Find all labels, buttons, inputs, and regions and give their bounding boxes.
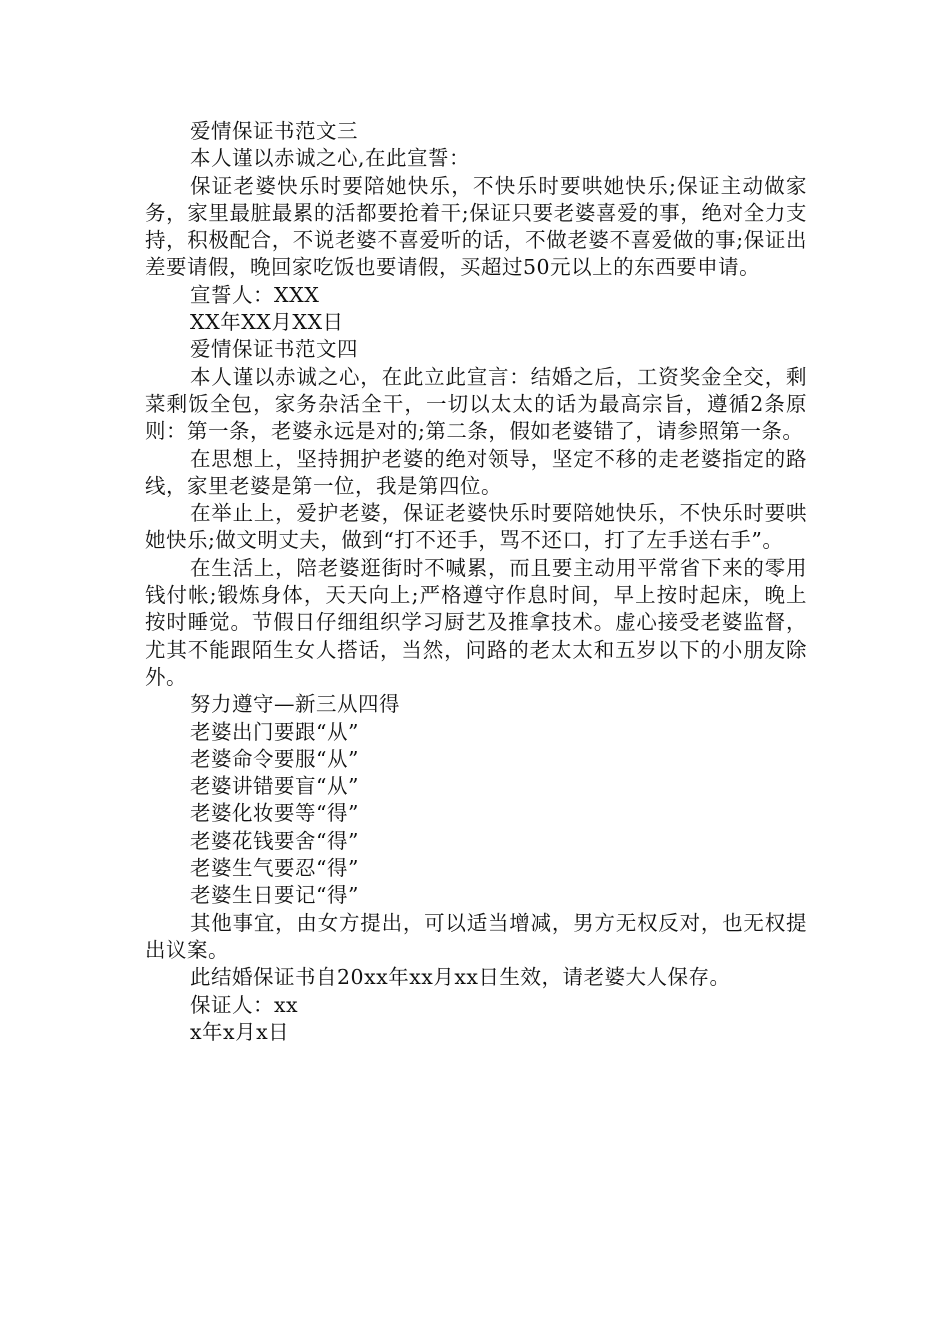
rule-item: 老婆生气要忍“得” bbox=[190, 856, 359, 881]
conduct-paragraph: 在举止上，爱护老婆，保证老婆快乐时要陪她快乐，不快乐时要哄她快乐;做文明丈夫，做到“打不还手，骂不还口，打了左手送右手”。 bbox=[145, 501, 807, 553]
oath-signer-3: 宣誓人：XXX bbox=[190, 282, 320, 307]
oath-date-3: XX年XX月XX日 bbox=[190, 310, 344, 335]
rule-item: 老婆花钱要舍“得” bbox=[190, 828, 359, 853]
effective-date-paragraph: 此结婚保证书自20xx年xx月xx日生效，请老婆大人保存。 bbox=[190, 965, 731, 990]
document-body bbox=[145, 118, 807, 1046]
declaration-paragraph: 本人谨以赤诚之心，在此立此宣言：结婚之后，工资奖金全交，剩菜剩饭全包，家务杂活全干，一切以太太的话为最高宗旨，遵循2条原则：第一条，老婆永远是对的;第二条，假如老婆错了，请参照第一条。 bbox=[145, 364, 807, 444]
rule-item: 老婆化妆要等“得” bbox=[190, 801, 359, 826]
section-title-3: 爱情保证书范文三 bbox=[190, 119, 358, 143]
thought-paragraph: 在思想上，坚持拥护老婆的绝对领导，坚定不移的走老婆指定的路线，家里老婆是第一位，我是第四位。 bbox=[145, 446, 807, 498]
oath-body-3: 保证老婆快乐时要陪她快乐，不快乐时要哄她快乐;保证主动做家务，家里最脏最累的活都要抢着干;保证只要老婆喜爱的事，绝对全力支持，积极配合，不说老婆不喜爱听的话，不做老婆不喜爱做的事;保证出差要请假，晚回家吃饭也要请假，买超过50元以上的东西要申请。 bbox=[145, 173, 807, 280]
other-matters-paragraph: 其他事宜，由女方提出，可以适当增减，男方无权反对，也无权提出议案。 bbox=[145, 910, 807, 962]
guarantor-line: 保证人：xx bbox=[190, 992, 299, 1017]
rules-heading: 努力遵守—新三从四得 bbox=[190, 692, 400, 717]
rule-item: 老婆命令要服“从” bbox=[190, 746, 359, 771]
oath-intro-3: 本人谨以赤诚之心,在此宣誓： bbox=[190, 146, 471, 171]
section-title-4: 爱情保证书范文四 bbox=[190, 337, 358, 362]
rule-item: 老婆出门要跟“从” bbox=[190, 719, 359, 744]
signature-date: x年x月x日 bbox=[190, 1019, 290, 1044]
rule-item: 老婆讲错要盲“从” bbox=[190, 774, 359, 799]
life-paragraph: 在生活上，陪老婆逛街时不喊累，而且要主动用平常省下来的零用钱付帐;锻炼身体，天天向上;严格遵守作息时间，早上按时起床，晚上按时睡觉。节假日仔细组织学习厨艺及推拿技术。虚心接受老婆监督，尤其不能跟陌生女人搭话，当然，问路的老太太和五岁以下的小朋友除外。 bbox=[145, 555, 807, 689]
rule-item: 老婆生日要记“得” bbox=[190, 883, 359, 908]
